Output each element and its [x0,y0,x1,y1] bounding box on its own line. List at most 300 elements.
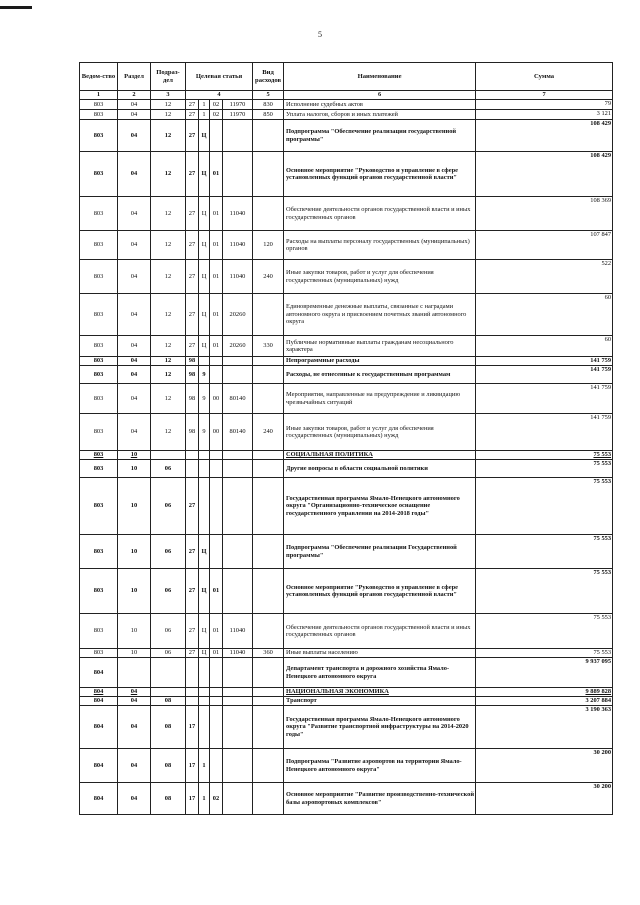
target-direction-cell [223,152,253,197]
vedomstvo-cell: 803 [80,231,118,260]
target-subprogram-cell [199,688,210,697]
target-event-cell [210,688,223,697]
table-row [80,231,613,260]
vedomstvo-cell: 803 [80,535,118,569]
target-direction-cell [223,535,253,569]
col-number: 2 [118,91,151,100]
target-event-cell [210,366,223,384]
col-number: 4 [186,91,253,100]
target-event-cell [210,706,223,749]
header-name: Наименование [284,63,476,91]
target-event-cell: 01 [210,649,223,658]
name-cell: Государственная программа Ямало-Ненецкого автономного округа "Организационно-техническое оснащение государственного управления на 2014-2018 годы" [284,478,476,535]
target-subprogram-cell: 1 [199,749,210,783]
table-row [80,110,613,120]
header-expense-type: Вид расходов [253,63,284,91]
table-row [80,688,613,697]
target-subprogram-cell: Ц [199,260,210,294]
expense-type-cell [253,658,284,688]
podrazdel-cell: 12 [151,294,186,336]
target-direction-cell: 11040 [223,649,253,658]
razdel-cell: 04 [118,231,151,260]
target-direction-cell: 20260 [223,336,253,357]
expense-type-cell [253,451,284,460]
target-program-cell: 27 [186,614,199,649]
target-subprogram-cell: Ц [199,197,210,231]
expense-type-cell [253,478,284,535]
col-number: 7 [476,91,613,100]
expense-type-cell [253,783,284,815]
target-subprogram-cell: Ц [199,294,210,336]
target-direction-cell [223,120,253,152]
name-cell: Основное мероприятие "Руководство и управление в сфере установленных функций органов государственной власти" [284,152,476,197]
expense-type-cell: 240 [253,260,284,294]
sum-cell: 141 759 [476,357,613,366]
target-program-cell [186,688,199,697]
target-direction-cell [223,451,253,460]
razdel-cell: 10 [118,451,151,460]
vedomstvo-cell: 803 [80,294,118,336]
vedomstvo-cell: 803 [80,478,118,535]
vedomstvo-cell: 803 [80,451,118,460]
target-program-cell: 27 [186,110,199,120]
header-row [80,63,613,91]
col-number: 5 [253,91,284,100]
table-row [80,451,613,460]
target-event-cell: 01 [210,294,223,336]
name-cell: Расходы на выплаты персоналу государственных (муниципальных) органов [284,231,476,260]
vedomstvo-cell: 803 [80,336,118,357]
target-program-cell: 27 [186,336,199,357]
vedomstvo-cell: 803 [80,614,118,649]
target-event-cell [210,451,223,460]
sum-cell: 3 190 363 [476,706,613,749]
vedomstvo-cell: 803 [80,120,118,152]
target-direction-cell: 20260 [223,294,253,336]
razdel-cell [118,658,151,688]
target-event-cell [210,697,223,706]
razdel-cell: 04 [118,120,151,152]
podrazdel-cell: 06 [151,460,186,478]
target-event-cell [210,658,223,688]
podrazdel-cell: 12 [151,197,186,231]
expense-type-cell: 830 [253,100,284,110]
vedomstvo-cell: 804 [80,697,118,706]
target-subprogram-cell: Ц [199,336,210,357]
vedomstvo-cell: 804 [80,783,118,815]
razdel-cell: 04 [118,688,151,697]
sum-cell: 30 200 [476,783,613,815]
razdel-cell: 04 [118,336,151,357]
razdel-cell: 10 [118,460,151,478]
target-direction-cell: 80140 [223,384,253,414]
target-program-cell: 27 [186,231,199,260]
sum-cell: 9 889 828 [476,688,613,697]
target-event-cell: 02 [210,783,223,815]
target-direction-cell [223,357,253,366]
target-program-cell: 98 [186,414,199,451]
name-cell: Основное мероприятие "Руководство и управление в сфере установленных функций органов государственной власти" [284,569,476,614]
target-program-cell: 27 [186,152,199,197]
target-direction-cell [223,569,253,614]
header-vedomstvo: Ведом-ство [80,63,118,91]
podrazdel-cell: 06 [151,478,186,535]
expense-type-cell [253,688,284,697]
target-event-cell: 01 [210,569,223,614]
target-direction-cell [223,688,253,697]
name-cell: НАЦИОНАЛЬНАЯ ЭКОНОМИКА [284,688,476,697]
podrazdel-cell: 12 [151,231,186,260]
target-event-cell [210,478,223,535]
target-program-cell: 17 [186,706,199,749]
target-event-cell [210,749,223,783]
target-program-cell: 17 [186,783,199,815]
vedomstvo-cell: 804 [80,749,118,783]
podrazdel-cell: 12 [151,100,186,110]
target-direction-cell [223,478,253,535]
vedomstvo-cell: 803 [80,366,118,384]
target-event-cell [210,460,223,478]
sum-cell: 522 [476,260,613,294]
target-program-cell: 98 [186,384,199,414]
expense-type-cell [253,152,284,197]
table-row [80,366,613,384]
table-row [80,197,613,231]
sum-cell: 60 [476,336,613,357]
podrazdel-cell: 12 [151,120,186,152]
name-cell: Иные закупки товаров, работ и услуг для обеспечения государственных (муниципальных) нужд [284,260,476,294]
name-cell: Другие вопросы в области социальной политики [284,460,476,478]
target-event-cell: 01 [210,614,223,649]
target-subprogram-cell: Ц [199,152,210,197]
razdel-cell: 04 [118,414,151,451]
name-cell: Публичные нормативные выплаты гражданам несоциального характера [284,336,476,357]
expense-type-cell [253,294,284,336]
name-cell: Основное мероприятие "Развитие производственно-технической базы аэропортовых комплексов" [284,783,476,815]
name-cell: Обеспечение деятельности органов государственной власти и иных государственных органов [284,197,476,231]
target-program-cell: 27 [186,649,199,658]
razdel-cell: 04 [118,294,151,336]
podrazdel-cell: 08 [151,783,186,815]
target-direction-cell [223,706,253,749]
expense-type-cell [253,357,284,366]
corner-mark [0,6,32,9]
target-event-cell: 02 [210,110,223,120]
target-program-cell: 27 [186,478,199,535]
name-cell: Транспорт [284,697,476,706]
name-cell: Государственная программа Ямало-Ненецкого автономного округа "Развитие транспортной инфраструктуры на 2014-2020 годы" [284,706,476,749]
col-number: 6 [284,91,476,100]
sum-cell: 75 553 [476,569,613,614]
name-cell: Подпрограмма "Обеспечение реализации государственной программы" [284,120,476,152]
target-direction-cell: 11040 [223,231,253,260]
name-cell: Иные выплаты населению [284,649,476,658]
vedomstvo-cell: 804 [80,688,118,697]
sum-cell: 75 553 [476,614,613,649]
podrazdel-cell: 08 [151,749,186,783]
col-number: 1 [80,91,118,100]
table-row [80,614,613,649]
razdel-cell: 04 [118,366,151,384]
table-row [80,120,613,152]
podrazdel-cell: 12 [151,336,186,357]
target-subprogram-cell: Ц [199,231,210,260]
name-cell: Подпрограмма "Развитие аэропортов на территории Ямало-Ненецкого автономного округа" [284,749,476,783]
target-subprogram-cell [199,460,210,478]
podrazdel-cell: 06 [151,535,186,569]
target-event-cell: 01 [210,152,223,197]
vedomstvo-cell: 803 [80,357,118,366]
razdel-cell: 04 [118,706,151,749]
razdel-cell: 04 [118,100,151,110]
target-subprogram-cell: 9 [199,414,210,451]
target-subprogram-cell [199,478,210,535]
name-cell: Мероприятия, направленные на предупреждение и ликвидацию чрезвычайных ситуаций [284,384,476,414]
razdel-cell: 04 [118,384,151,414]
vedomstvo-cell: 803 [80,110,118,120]
razdel-cell: 04 [118,197,151,231]
sum-cell: 3 121 [476,110,613,120]
expense-type-cell: 120 [253,231,284,260]
razdel-cell: 04 [118,152,151,197]
target-subprogram-cell [199,357,210,366]
expense-type-cell: 360 [253,649,284,658]
target-program-cell: 98 [186,357,199,366]
name-cell: Единовременные денежные выплаты, связанные с наградами автономного округа и присвоением почетных званий автономного округа [284,294,476,336]
razdel-cell: 10 [118,649,151,658]
expense-type-cell [253,569,284,614]
target-subprogram-cell [199,706,210,749]
target-program-cell: 17 [186,749,199,783]
target-direction-cell [223,697,253,706]
expense-type-cell [253,706,284,749]
sum-cell: 107 847 [476,231,613,260]
sum-cell: 108 429 [476,120,613,152]
table-row [80,260,613,294]
header-razdel: Раздел [118,63,151,91]
target-event-cell: 01 [210,231,223,260]
podrazdel-cell [151,688,186,697]
target-subprogram-cell: Ц [199,614,210,649]
target-subprogram-cell: 9 [199,384,210,414]
target-program-cell: 27 [186,120,199,152]
razdel-cell: 04 [118,110,151,120]
table-row [80,706,613,749]
sum-cell: 141 759 [476,384,613,414]
name-cell: Непрограммные расходы [284,357,476,366]
name-cell: Иные закупки товаров, работ и услуг для обеспечения государственных (муниципальных) нужд [284,414,476,451]
expense-type-cell [253,120,284,152]
vedomstvo-cell: 804 [80,706,118,749]
table-row [80,697,613,706]
razdel-cell: 04 [118,357,151,366]
podrazdel-cell: 12 [151,384,186,414]
sum-cell: 108 429 [476,152,613,197]
target-event-cell: 02 [210,100,223,110]
target-direction-cell [223,749,253,783]
podrazdel-cell: 08 [151,706,186,749]
name-cell: Департамент транспорта и дорожного хозяйства Ямало-Ненецкого автономного округа [284,658,476,688]
target-subprogram-cell: Ц [199,569,210,614]
target-subprogram-cell [199,451,210,460]
target-subprogram-cell: Ц [199,535,210,569]
target-direction-cell: 11970 [223,100,253,110]
expense-type-cell: 850 [253,110,284,120]
column-number-row [80,91,613,100]
name-cell: Подпрограмма "Обеспечение реализации Государственной программы" [284,535,476,569]
expense-type-cell [253,697,284,706]
target-event-cell: 01 [210,336,223,357]
expense-type-cell [253,460,284,478]
vedomstvo-cell: 803 [80,569,118,614]
vedomstvo-cell: 803 [80,649,118,658]
target-subprogram-cell: Ц [199,649,210,658]
razdel-cell: 10 [118,478,151,535]
expense-type-cell: 330 [253,336,284,357]
vedomstvo-cell: 803 [80,384,118,414]
table-row [80,569,613,614]
target-event-cell: 00 [210,384,223,414]
vedomstvo-cell: 803 [80,197,118,231]
razdel-cell: 10 [118,614,151,649]
table-row [80,535,613,569]
sum-cell: 60 [476,294,613,336]
name-cell: Расходы, не отнесенные к государственным программам [284,366,476,384]
expense-type-cell [253,384,284,414]
target-event-cell [210,357,223,366]
header-podrazdel: Подраз-дел [151,63,186,91]
podrazdel-cell: 12 [151,260,186,294]
expense-type-cell [253,614,284,649]
table-row [80,658,613,688]
name-cell: Обеспечение деятельности органов государственной власти и иных государственных органов [284,614,476,649]
vedomstvo-cell: 803 [80,152,118,197]
target-direction-cell: 11040 [223,260,253,294]
sum-cell: 79 [476,100,613,110]
expense-type-cell [253,366,284,384]
name-cell: Исполнение судебных актов [284,100,476,110]
vedomstvo-cell: 803 [80,100,118,110]
target-subprogram-cell [199,697,210,706]
budget-table [79,62,613,815]
expense-type-cell: 240 [253,414,284,451]
target-subprogram-cell: Ц [199,120,210,152]
page-number: 5 [318,30,322,39]
sum-cell: 3 207 884 [476,697,613,706]
target-subprogram-cell: 1 [199,110,210,120]
target-program-cell: 27 [186,100,199,110]
table-row [80,749,613,783]
vedomstvo-cell: 803 [80,260,118,294]
table-row [80,414,613,451]
table-row [80,336,613,357]
expense-type-cell [253,535,284,569]
target-direction-cell: 11970 [223,110,253,120]
target-event-cell [210,535,223,569]
target-program-cell: 27 [186,197,199,231]
sum-cell: 141 759 [476,414,613,451]
razdel-cell: 04 [118,749,151,783]
target-program-cell [186,451,199,460]
table-row [80,152,613,197]
expense-type-cell [253,197,284,231]
header-target-article: Целевая статья [186,63,253,91]
target-event-cell [210,120,223,152]
target-program-cell: 27 [186,535,199,569]
sum-cell: 75 553 [476,460,613,478]
podrazdel-cell [151,451,186,460]
target-direction-cell [223,366,253,384]
target-direction-cell [223,658,253,688]
target-direction-cell: 11040 [223,614,253,649]
podrazdel-cell: 12 [151,414,186,451]
podrazdel-cell: 06 [151,649,186,658]
sum-cell: 75 553 [476,478,613,535]
target-direction-cell [223,783,253,815]
sum-cell: 9 937 095 [476,658,613,688]
table-row [80,460,613,478]
vedomstvo-cell: 803 [80,460,118,478]
podrazdel-cell [151,658,186,688]
header-sum: Сумма [476,63,613,91]
target-direction-cell [223,460,253,478]
podrazdel-cell: 12 [151,110,186,120]
target-program-cell: 27 [186,294,199,336]
sum-cell: 141 759 [476,366,613,384]
target-direction-cell: 11040 [223,197,253,231]
podrazdel-cell: 08 [151,697,186,706]
col-number: 3 [151,91,186,100]
sum-cell: 108 369 [476,197,613,231]
table-row [80,478,613,535]
table-row [80,100,613,110]
podrazdel-cell: 06 [151,569,186,614]
target-event-cell: 01 [210,197,223,231]
razdel-cell: 10 [118,535,151,569]
sum-cell: 75 553 [476,535,613,569]
target-program-cell [186,460,199,478]
podrazdel-cell: 12 [151,357,186,366]
podrazdel-cell: 12 [151,366,186,384]
target-subprogram-cell: 9 [199,366,210,384]
razdel-cell: 04 [118,783,151,815]
podrazdel-cell: 12 [151,152,186,197]
table-row [80,384,613,414]
razdel-cell: 10 [118,569,151,614]
razdel-cell: 04 [118,697,151,706]
vedomstvo-cell: 803 [80,414,118,451]
name-cell: Уплата налогов, сборов и иных платежей [284,110,476,120]
sum-cell: 75 553 [476,649,613,658]
vedomstvo-cell: 804 [80,658,118,688]
target-subprogram-cell: 1 [199,100,210,110]
target-program-cell [186,658,199,688]
sum-cell: 30 200 [476,749,613,783]
table-row [80,357,613,366]
table-row [80,649,613,658]
target-program-cell: 27 [186,260,199,294]
name-cell: СОЦИАЛЬНАЯ ПОЛИТИКА [284,451,476,460]
target-event-cell: 00 [210,414,223,451]
target-program-cell: 27 [186,569,199,614]
target-subprogram-cell: 1 [199,783,210,815]
target-event-cell: 01 [210,260,223,294]
razdel-cell: 04 [118,260,151,294]
table-row [80,783,613,815]
target-subprogram-cell [199,658,210,688]
podrazdel-cell: 06 [151,614,186,649]
target-program-cell [186,697,199,706]
